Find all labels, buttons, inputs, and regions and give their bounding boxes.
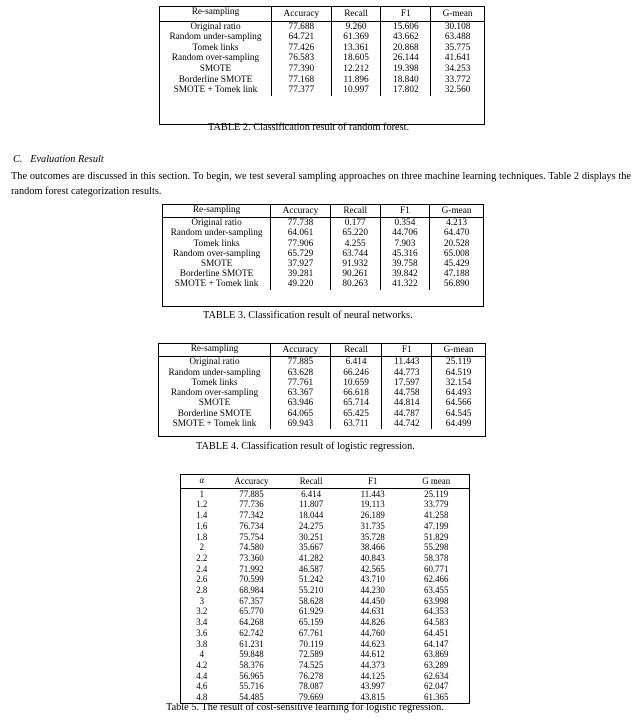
table-cell: 3.8 <box>196 638 208 649</box>
col-header: G-mean <box>441 206 472 216</box>
table-row <box>163 228 484 238</box>
table-cell: 78.087 <box>298 681 324 692</box>
table-cell: Tomek links <box>160 43 272 54</box>
table-row <box>159 357 486 368</box>
col-header: Recall <box>299 476 323 486</box>
table-row <box>181 617 470 628</box>
table-cell: 2.2 <box>196 552 208 563</box>
table-row <box>181 660 470 671</box>
table-cell: 66.246 <box>330 368 382 378</box>
table-cell: 46.587 <box>298 563 324 574</box>
table-cell: 18.840 <box>381 75 431 86</box>
table-cell: 63.744 <box>330 249 380 259</box>
table-cell: 43.815 <box>360 692 385 703</box>
table-cell: 44.450 <box>360 595 385 606</box>
table-5-caption: Table 5. The result of cost-sensitive learning for logistic regression. <box>166 702 444 713</box>
table-cell: 76.734 <box>239 520 264 531</box>
table-cell: 64.147 <box>424 638 449 649</box>
table-cell: 76.583 <box>271 53 331 64</box>
table-cell: 64.353 <box>424 606 449 617</box>
table-cell: 31.735 <box>360 520 385 531</box>
table-cell: Random under-sampling <box>159 368 271 378</box>
table-cell: 44.230 <box>360 585 385 596</box>
col-header: F1 <box>367 476 378 486</box>
table-cell: 55.210 <box>298 585 324 596</box>
table-cell: 30.251 <box>298 531 324 542</box>
table-cell: 1.8 <box>196 531 208 542</box>
table-cell: 54.485 <box>239 692 264 703</box>
table-cell: 61.365 <box>424 692 449 703</box>
table-cell: 19.398 <box>381 64 431 75</box>
table-cell: 44.742 <box>382 419 432 429</box>
table-cell: SMOTE <box>160 64 272 75</box>
table-cell: 44.787 <box>382 409 432 419</box>
table-cell: 34.253 <box>444 63 471 74</box>
col-header: Recall <box>331 7 381 22</box>
table-cell: 91.932 <box>330 259 380 269</box>
table-cell: Random under-sampling <box>163 228 271 238</box>
table-cell: 77.168 <box>271 75 331 86</box>
table-row <box>181 564 470 575</box>
table-cell: 32.154 <box>445 377 472 388</box>
table-2-caption: TABLE 2. Classification result of random forest. <box>208 122 410 133</box>
table-cell: 64.566 <box>445 398 472 409</box>
table-row <box>163 269 484 279</box>
table-cell: 65.770 <box>239 606 264 617</box>
table-cell: 44.631 <box>360 606 385 617</box>
table-row <box>181 499 470 510</box>
table-cell: 0.177 <box>330 218 380 229</box>
table-cell: 11.443 <box>360 488 385 499</box>
table-cell: 20.528 <box>443 238 470 249</box>
table-cell: Borderline SMOTE <box>160 75 272 86</box>
section-label: C. <box>13 154 23 165</box>
table-row <box>181 649 470 660</box>
table-cell: Random over-sampling <box>163 249 271 259</box>
table-cell: 64.451 <box>424 627 449 638</box>
table-cell: 59.848 <box>239 649 264 660</box>
table-cell: Original ratio <box>163 218 271 229</box>
table-cell: Original ratio <box>159 357 271 368</box>
table-cell: 38.466 <box>360 542 385 553</box>
table-cell: 64.583 <box>424 617 449 628</box>
table-cell: 64.065 <box>270 409 330 419</box>
table-cell: 55.298 <box>424 542 449 553</box>
table-row <box>181 553 470 564</box>
body-paragraph: The outcomes are discussed in this section. To begin, we test several sampling approaches on three machine learning techniques. Table 2 displays the random forest categorization results. <box>11 171 631 197</box>
table-cell: 41.322 <box>380 279 430 289</box>
table-cell: 2.6 <box>196 574 208 585</box>
table-row <box>163 239 484 249</box>
table-row <box>181 585 470 596</box>
table-cell: 63.367 <box>270 388 330 398</box>
table-row <box>159 419 486 429</box>
table-cell: 62.634 <box>424 670 449 681</box>
table-cell: Random over-sampling <box>160 53 272 64</box>
table-cell: 3.4 <box>196 617 208 628</box>
table-cell: 44.826 <box>360 617 385 628</box>
table-cell: 33.772 <box>444 74 471 85</box>
table-cell: 35.775 <box>444 42 471 53</box>
table-cell: 26.144 <box>381 53 431 64</box>
table-cell: 49.220 <box>271 279 331 289</box>
table-cell: 65.008 <box>443 248 470 259</box>
table-cell: 43.997 <box>360 681 385 692</box>
table-cell: 2.4 <box>196 563 208 574</box>
table-cell: 69.943 <box>270 419 330 429</box>
table-cell: 44.760 <box>360 627 385 638</box>
table-row <box>181 639 470 650</box>
table-cell: 65.714 <box>330 398 382 408</box>
col-header: Re-sampling <box>160 7 272 22</box>
table-cell: 64.268 <box>239 617 264 628</box>
table-cell: 44.773 <box>382 368 432 378</box>
table-cell: 61.369 <box>331 32 381 43</box>
table-cell: 77.761 <box>270 378 330 388</box>
table-cell: 47.188 <box>443 269 470 280</box>
table-cell: 63.998 <box>424 595 449 606</box>
col-header: G-mean <box>442 8 473 19</box>
table-cell: 44.373 <box>360 659 385 670</box>
table-cell: 10.659 <box>330 378 382 388</box>
table-cell: 11.443 <box>382 357 432 368</box>
table-cell: 63.488 <box>444 32 471 43</box>
table-cell: Borderline SMOTE <box>159 409 271 419</box>
table-cell: 65.425 <box>330 409 382 419</box>
table-row <box>160 21 485 32</box>
table-row <box>159 378 486 388</box>
table-cell: 26.189 <box>360 510 385 521</box>
table-cell: 30.108 <box>444 21 471 32</box>
table-cell: 41.641 <box>444 53 471 64</box>
col-header: Accuracy <box>271 205 331 218</box>
table-row <box>163 259 484 269</box>
table-cell: SMOTE + Tomek link <box>159 419 271 429</box>
table-cell: Random over-sampling <box>159 388 271 398</box>
table-row <box>163 279 484 289</box>
table-row <box>181 532 470 543</box>
table-cell: 72.589 <box>298 649 324 660</box>
table-row <box>160 75 485 86</box>
table-cell: 39.842 <box>380 269 430 279</box>
col-header: F1 <box>380 205 430 218</box>
table-cell: 65.729 <box>271 249 331 259</box>
table-random-forest <box>159 6 485 125</box>
col-header: Accuracy <box>234 476 269 486</box>
table-cell: 33.779 <box>424 499 449 510</box>
table-cell: 58.378 <box>424 552 449 563</box>
table-row <box>181 542 470 553</box>
table-cell: 77.377 <box>271 85 331 96</box>
table-cell: 80.263 <box>330 279 380 289</box>
table-cell: 17.597 <box>382 378 432 388</box>
table-cell: 43.710 <box>360 574 385 585</box>
table-cell: 63.711 <box>330 419 382 429</box>
table-cell: 76.278 <box>298 670 324 681</box>
table-cell: 51.242 <box>298 574 324 585</box>
table-cell: 63.628 <box>270 368 330 378</box>
table-cell: 73.360 <box>239 552 264 563</box>
table-cell: 0.354 <box>380 218 430 229</box>
table-cell: 74.525 <box>298 659 324 670</box>
table-row <box>160 32 485 43</box>
table-cell: 4.8 <box>196 692 208 703</box>
table-cell: 56.965 <box>239 670 264 681</box>
section-heading <box>13 154 104 165</box>
table-cell: 62.466 <box>424 574 449 585</box>
col-header: G-mean <box>443 345 474 355</box>
table-cell: 64.721 <box>271 32 331 43</box>
table-cell: SMOTE <box>163 259 271 269</box>
table-row <box>181 488 470 499</box>
col-header: Accuracy <box>271 7 331 22</box>
table-cost-sensitive <box>180 474 470 704</box>
table-cell: 2.8 <box>196 585 208 596</box>
table-cell: 7.903 <box>380 239 430 249</box>
table-cell: 47.199 <box>424 520 449 531</box>
table-cell: 63.946 <box>270 398 330 408</box>
table-cell: 2 <box>199 542 205 553</box>
table-cell: 25.119 <box>445 357 472 368</box>
table-cell: Tomek links <box>159 378 271 388</box>
table-cell: 9.260 <box>331 21 381 32</box>
table-cell: 90.261 <box>330 269 380 279</box>
table-cell: 67.761 <box>298 627 324 638</box>
table-cell: 63.455 <box>424 585 449 596</box>
table-cell: 77.688 <box>271 21 331 32</box>
table-cell: 55.716 <box>239 681 264 692</box>
col-header: G mean <box>422 476 451 486</box>
table-cell: 61.929 <box>298 606 324 617</box>
col-header: Re-sampling <box>163 205 271 218</box>
table-cell: 11.807 <box>299 499 324 510</box>
table-cell: 4 <box>199 649 205 660</box>
table-cell: 44.612 <box>360 649 385 660</box>
table-cell: 4.6 <box>196 681 208 692</box>
table-cell: 65.159 <box>298 617 324 628</box>
table-row <box>163 249 484 259</box>
col-header: F1 <box>382 344 432 357</box>
table-cell: 12.212 <box>331 64 381 75</box>
table-cell: 77.885 <box>239 488 264 499</box>
table-cell: 17.802 <box>381 85 431 96</box>
table-cell: 77.342 <box>239 510 264 521</box>
table-row <box>160 53 485 64</box>
table-cell: 40.843 <box>360 552 385 563</box>
table-cell: Original ratio <box>160 21 272 32</box>
table-cell: 65.220 <box>330 228 380 238</box>
table-cell: 64.493 <box>445 388 472 399</box>
table-cell: 64.545 <box>445 408 472 419</box>
table-cell: 18.044 <box>298 510 324 521</box>
table-row <box>181 628 470 639</box>
table-cell: 70.119 <box>299 638 324 649</box>
table-cell: 79.669 <box>298 692 324 703</box>
clipped-text-fragment <box>0 0 60 1</box>
table-cell: 44.623 <box>360 638 385 649</box>
table-cell: 39.758 <box>380 259 430 269</box>
table-cell: 58.628 <box>298 595 324 606</box>
table-cell: 77.738 <box>271 218 331 229</box>
table-cell: 43.662 <box>381 32 431 43</box>
table-cell: 41.282 <box>298 552 324 563</box>
table-cell: 44.125 <box>360 670 385 681</box>
col-header: Recall <box>330 205 380 218</box>
table-cell: 71.992 <box>239 563 264 574</box>
table-cell: SMOTE <box>159 398 271 408</box>
table-cell: 77.736 <box>239 499 264 510</box>
table-cell: Tomek links <box>163 239 271 249</box>
table-cell: 66.618 <box>330 388 382 398</box>
table-cell: 44.758 <box>382 388 432 398</box>
table-cell: 42.565 <box>360 563 385 574</box>
col-header: Re-sampling <box>159 344 271 357</box>
table-4-caption: TABLE 4. Classification result of logistic regression. <box>196 441 415 452</box>
table-row <box>159 409 486 419</box>
table-cell: 39.281 <box>271 269 331 279</box>
table-cell: 58.376 <box>239 659 264 670</box>
table-cell: 24.275 <box>298 520 324 531</box>
table-cell: 13.361 <box>331 43 381 54</box>
table-cell: 51.829 <box>424 531 449 542</box>
table-cell: 63.869 <box>424 649 449 660</box>
table-cell: 15.606 <box>381 21 431 32</box>
table-cell: 77.390 <box>271 64 331 75</box>
table-cell: 77.906 <box>271 239 331 249</box>
table-cell: 41.258 <box>424 510 449 521</box>
table-cell: 35.728 <box>360 531 385 542</box>
table-cell: 63.289 <box>424 659 449 670</box>
table-cell: 77.426 <box>271 43 331 54</box>
table-cell: 1.4 <box>196 510 208 521</box>
table-neural-networks <box>162 204 484 307</box>
table-cell: 75.754 <box>239 531 264 542</box>
table-cell: 4.4 <box>196 670 208 681</box>
table-cell: 61.231 <box>239 638 264 649</box>
table-cell: Random under-sampling <box>160 32 272 43</box>
table-cell: SMOTE + Tomek link <box>163 279 271 289</box>
table-cell: 19.113 <box>360 499 385 510</box>
table-cell: 44.814 <box>382 398 432 408</box>
table-row <box>160 85 485 96</box>
table-row <box>159 398 486 408</box>
table-cell: SMOTE + Tomek link <box>160 85 272 96</box>
table-cell: 1 <box>199 488 205 499</box>
table-cell: Borderline SMOTE <box>163 269 271 279</box>
table-cell: 64.061 <box>271 228 331 238</box>
table-cell: 3.6 <box>196 627 208 638</box>
table-cell: 4.255 <box>330 239 380 249</box>
table-cell: 6.414 <box>301 488 322 499</box>
table-cell: 62.047 <box>424 681 449 692</box>
table-row <box>181 671 470 682</box>
table-cell: 1.2 <box>196 499 208 510</box>
table-row <box>163 218 484 229</box>
table-cell: 10.997 <box>331 85 381 96</box>
table-cell: 37.927 <box>271 259 331 269</box>
table-cell: 18.605 <box>331 53 381 64</box>
table-row <box>181 521 470 532</box>
table-cell: 3 <box>199 595 205 606</box>
table-3-caption: TABLE 3. Classification result of neural networks. <box>203 310 413 321</box>
table-cell: 64.470 <box>443 228 470 239</box>
table-cell: 64.519 <box>445 367 472 378</box>
table-cell: 74.580 <box>239 542 264 553</box>
table-row <box>181 510 470 521</box>
table-cell: 4.213 <box>446 218 468 229</box>
col-header: α <box>199 475 205 485</box>
table-cell: 44.706 <box>380 228 430 238</box>
table-row <box>181 596 470 607</box>
table-cell: 6.414 <box>330 357 382 368</box>
table-logistic-regression <box>158 343 486 437</box>
section-title: Evaluation Result <box>30 154 104 165</box>
table-cell: 67.357 <box>239 595 264 606</box>
table-cell: 32.560 <box>444 85 471 96</box>
table-cell: 20.868 <box>381 43 431 54</box>
table-cell: 4.2 <box>196 659 208 670</box>
table-row <box>159 368 486 378</box>
table-row <box>160 43 485 54</box>
table-row <box>181 606 470 617</box>
table-cell: 64.499 <box>445 419 472 430</box>
table-row <box>159 388 486 398</box>
table-cell: 3.2 <box>196 606 208 617</box>
table-cell: 11.896 <box>331 75 381 86</box>
table-cell: 35.667 <box>298 542 324 553</box>
table-row <box>181 574 470 585</box>
table-cell: 56.890 <box>443 279 470 290</box>
table-cell: 45.316 <box>380 249 430 259</box>
table-cell: 60.771 <box>424 563 449 574</box>
table-cell: 62.742 <box>239 627 264 638</box>
table-cell: 68.984 <box>239 585 264 596</box>
table-row <box>181 681 470 692</box>
table-cell: 1.6 <box>196 520 208 531</box>
col-header: F1 <box>381 7 431 22</box>
col-header: Recall <box>330 344 382 357</box>
col-header: Accuracy <box>270 344 330 357</box>
table-cell: 45.429 <box>443 259 470 270</box>
table-row <box>160 64 485 75</box>
table-cell: 70.599 <box>239 574 264 585</box>
table-cell: 25.119 <box>424 488 449 499</box>
table-cell: 77.885 <box>270 357 330 368</box>
